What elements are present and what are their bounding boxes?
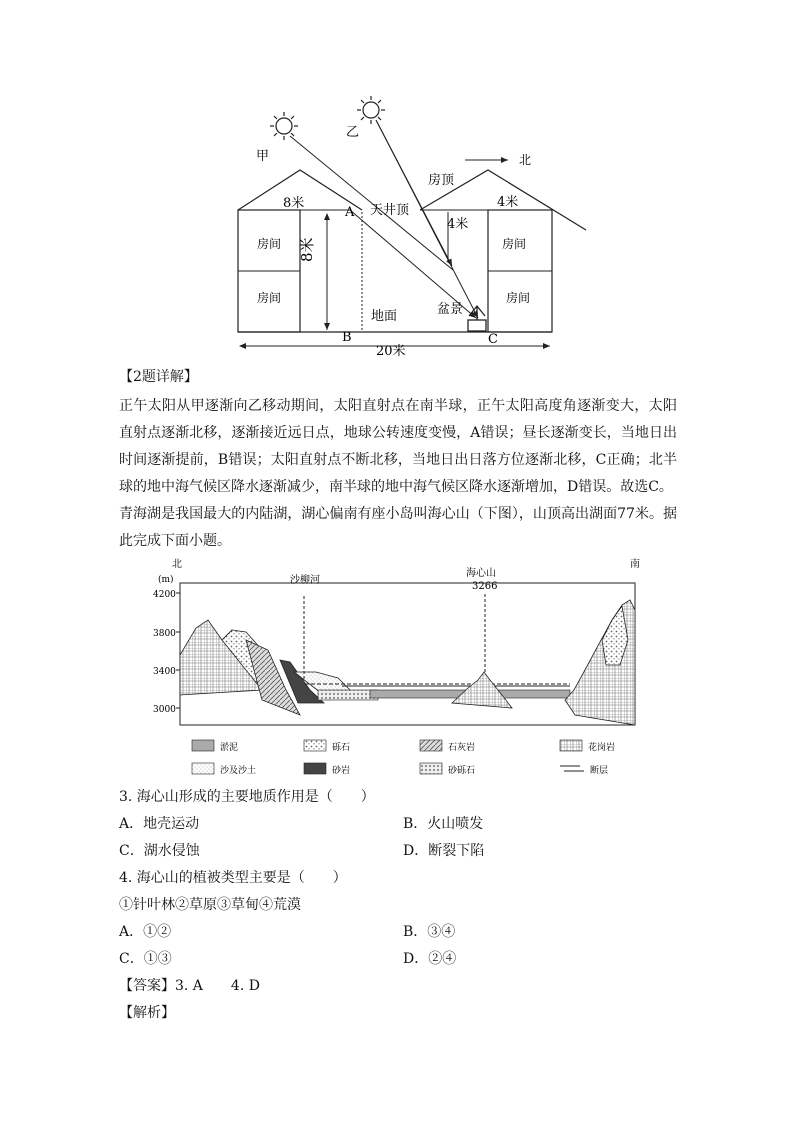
label-room-2: 房间 — [257, 291, 282, 305]
legend-fault: 断层 — [590, 766, 609, 776]
profile-ytick-3800: 3800 — [153, 629, 176, 639]
profile-ytick-3000: 3000 — [153, 705, 176, 715]
label-width-right: 4米 — [497, 195, 519, 210]
q4-options-line: ①针叶林②草原③草甸④荒漠 — [119, 897, 301, 913]
label-roof: 房顶 — [428, 173, 455, 188]
profile-unit: (m) — [158, 575, 174, 585]
q3-option-b: B．火山喷发 — [403, 816, 484, 832]
legend-gravel: 砾石 — [332, 743, 351, 753]
label-width-left: 8米 — [283, 196, 305, 211]
q4-option-b: B．③④ — [403, 924, 456, 940]
profile-island-elev: 3266 — [472, 581, 498, 592]
profile-ytick-3400: 3400 — [153, 667, 176, 677]
legend-granite: 花岗岩 — [588, 743, 616, 753]
q3-option-d: D．断裂下陷 — [403, 843, 485, 859]
q4-option-d: D．②④ — [403, 951, 457, 967]
house-sun-diagram — [200, 90, 600, 360]
q4-option-a: A．①② — [119, 924, 172, 940]
intro-paragraph: 青海湖是我国最大的内陆湖，湖心偏南有座小岛叫海心山（下图），山顶高出湖面77米。据此完成下面小题。 — [119, 506, 677, 549]
answer-label: 【答案】 — [119, 978, 175, 994]
answer-3: 3. A — [175, 978, 203, 994]
legend-limestone: 石灰岩 — [448, 743, 476, 753]
profile-island: 海心山 — [466, 568, 496, 579]
label-point-c: C — [488, 332, 498, 347]
label-north: 北 — [519, 153, 532, 167]
label-room-3: 房间 — [502, 237, 527, 251]
q4-stem: 4. 海心山的植被类型主要是（ ） — [119, 870, 347, 886]
q3-stem: 3. 海心山形成的主要地质作用是（ ） — [119, 789, 375, 805]
q3-option-c: C．湖水侵蚀 — [119, 843, 200, 859]
label-total-width: 20米 — [376, 344, 406, 359]
q3-option-a: A．地壳运动 — [119, 816, 200, 832]
profile-ytick-4200: 4200 — [153, 590, 176, 600]
label-jia: 甲 — [256, 149, 270, 164]
label-ground: 地面 — [371, 309, 398, 324]
explanation-paragraph: 正午太阳从甲逐渐向乙移动期间，太阳直射点在南半球，正午太阳高度角逐渐变大，太阳直射点逐渐北移，逐渐接近远日点，地球公转速度变慢，A错误；昼长逐渐变长，当地日出时间逐渐提前，B错误；太阳直射点不断北移，当地日出日落方位逐渐北移，C正确；北半球的地中海气候区降水逐渐减少，南半球的地中海气候区降水逐渐增加，D错误。故选C。 — [119, 398, 677, 495]
sun-yi-icon — [357, 96, 385, 124]
sun-jia-icon — [270, 112, 298, 140]
legend-sand-soil: 沙及沙土 — [220, 766, 257, 776]
label-yi: 乙 — [346, 125, 360, 140]
section-title: 【2题详解】 — [119, 369, 198, 385]
answer-line — [119, 975, 260, 995]
analysis-label: 【解析】 — [119, 1005, 175, 1021]
legend-sandy-gravel: 砂砾石 — [448, 766, 476, 776]
label-point-a: A — [345, 205, 355, 220]
profile-north: 北 — [172, 559, 182, 570]
legend-sandstone: 砂岩 — [332, 766, 351, 776]
q4-option-c: C．①③ — [119, 951, 172, 967]
label-point-b: B — [342, 330, 352, 345]
profile-river: 沙柳河 — [290, 575, 320, 586]
profile-south: 南 — [630, 559, 640, 570]
label-room-1: 房间 — [257, 237, 282, 251]
label-room-4: 房间 — [506, 291, 531, 305]
label-height-right: 4米 — [447, 217, 469, 232]
bonsai-icon — [468, 306, 486, 331]
label-height-left: 8米 — [298, 237, 316, 262]
label-bonsai: 盆景 — [437, 302, 464, 317]
answer-4: 4. D — [230, 978, 260, 994]
profile-legend — [180, 735, 650, 780]
label-skylight: 天井顶 — [370, 203, 410, 218]
legend-silt: 淤泥 — [220, 743, 239, 753]
